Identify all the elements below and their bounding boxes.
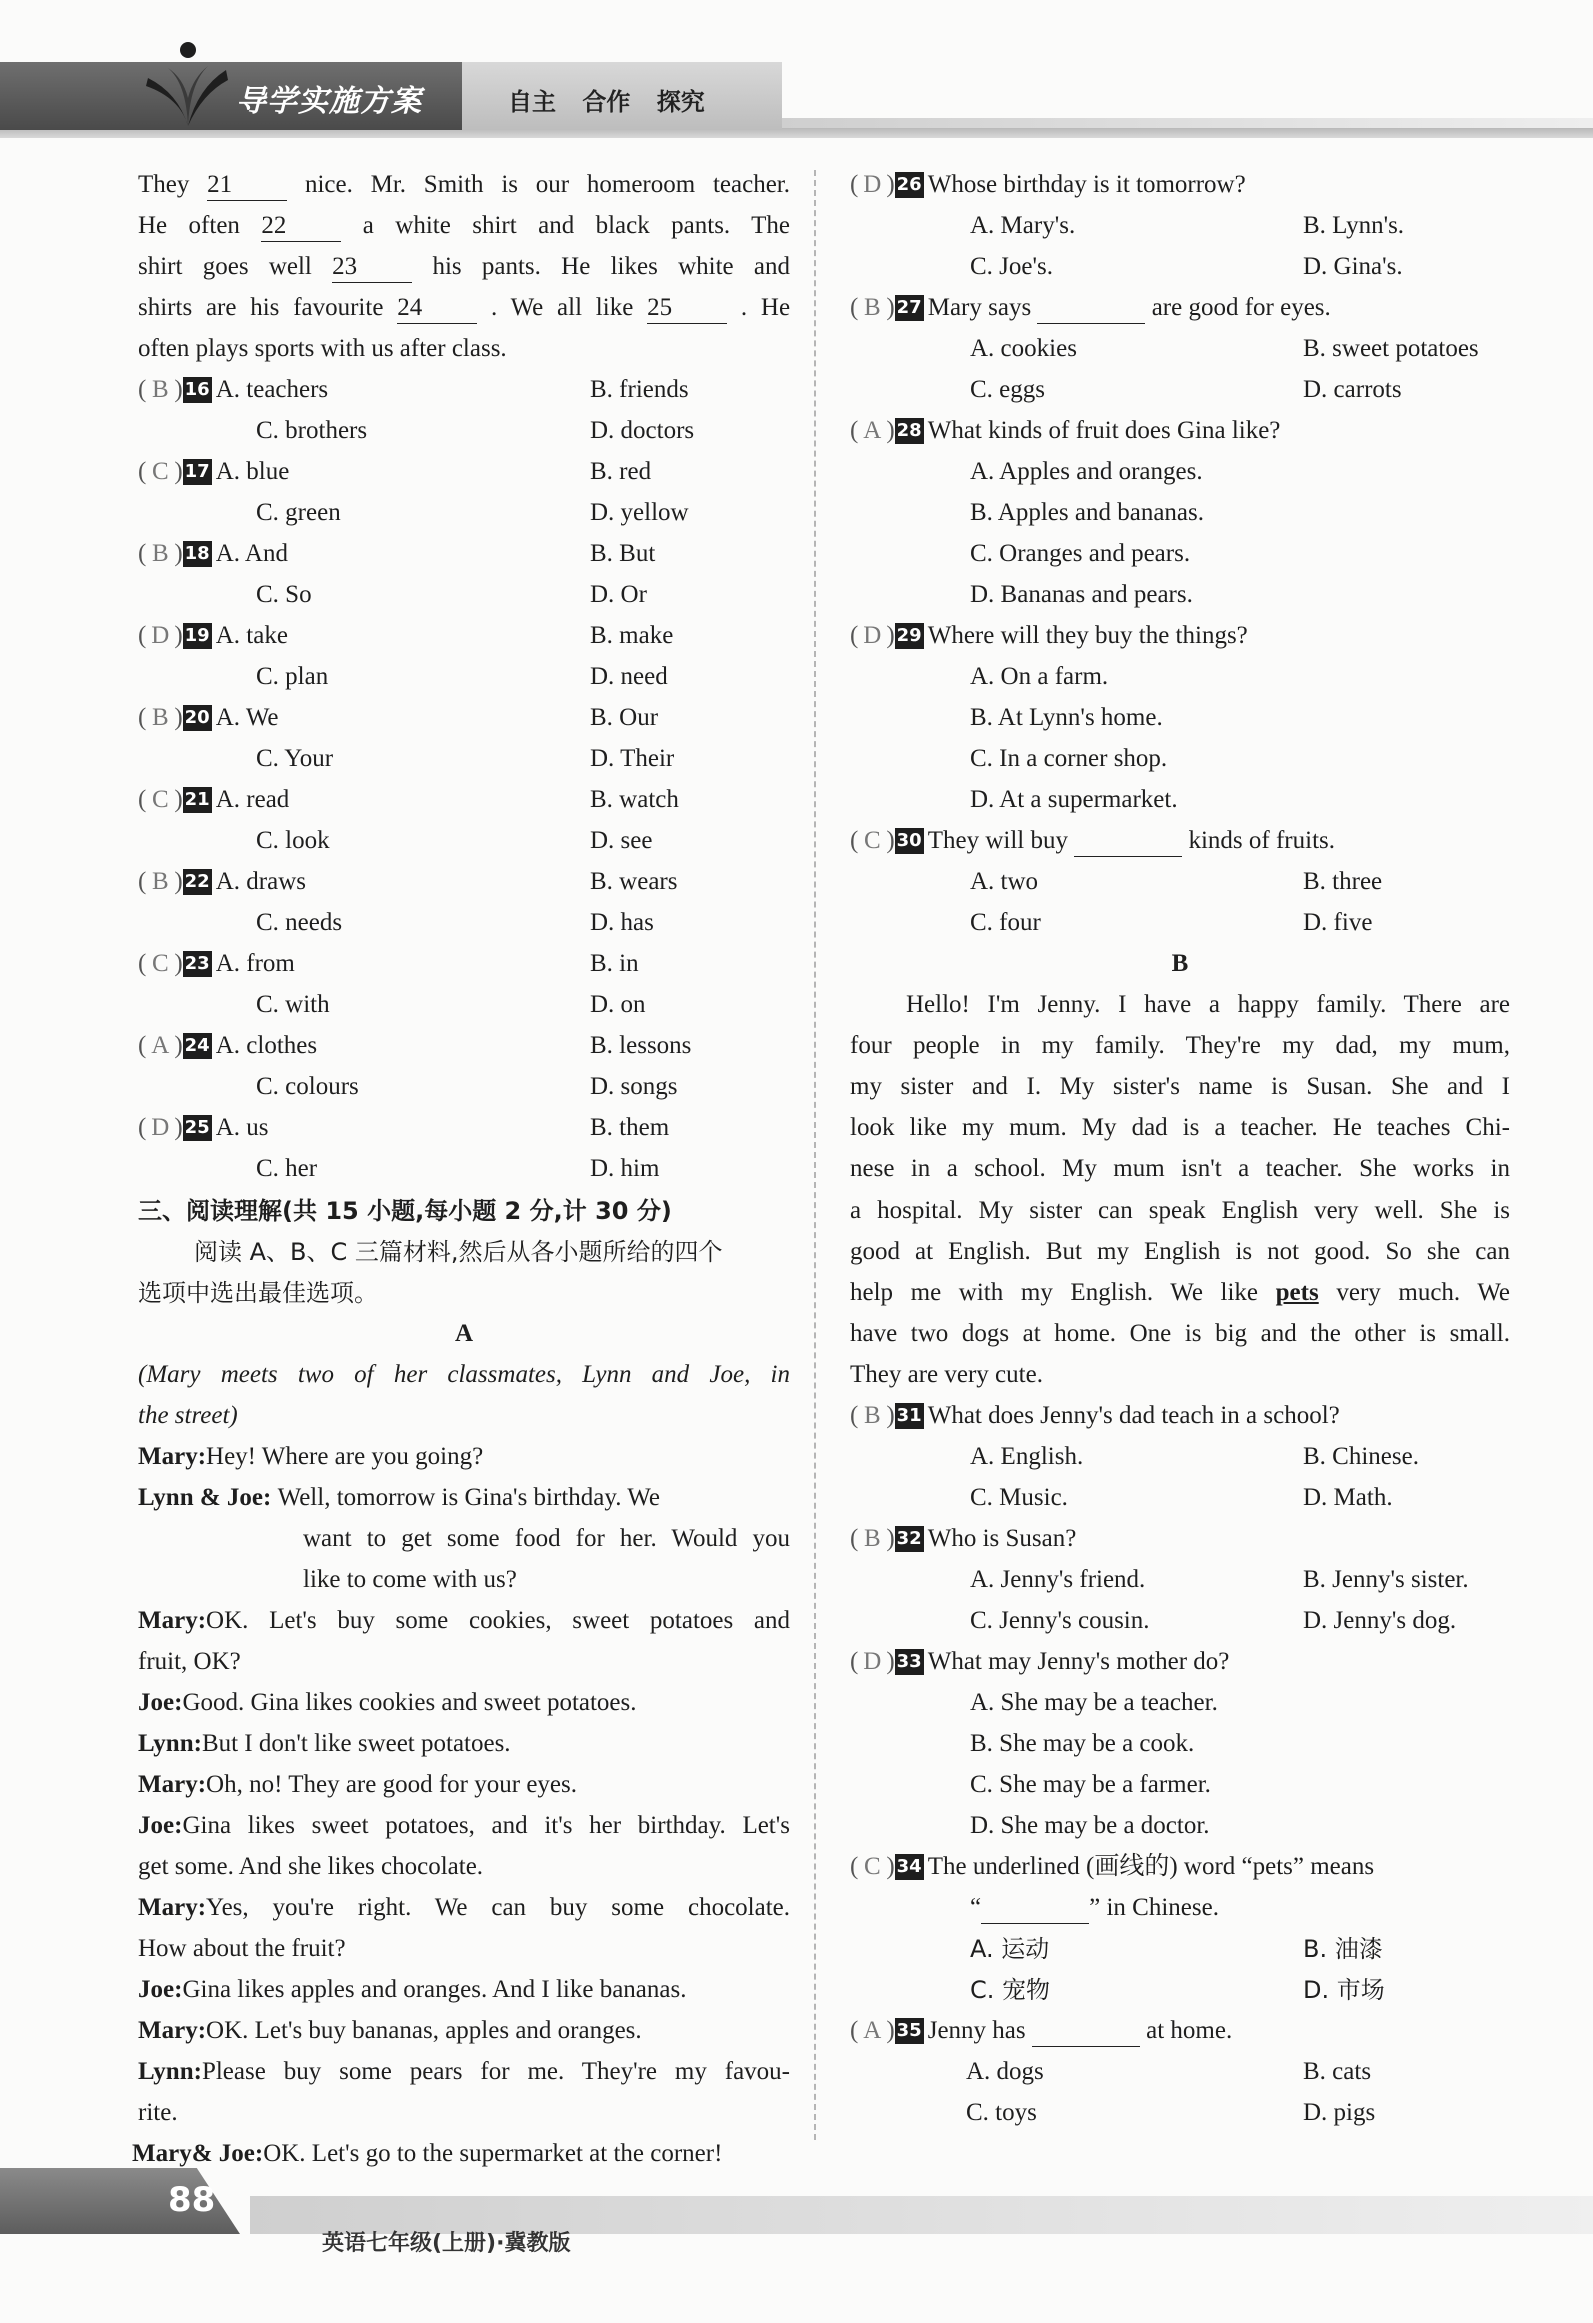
question-stem: What kinds of fruit does Gina like? <box>927 417 1281 444</box>
option: B. At Lynn's home. <box>970 704 1163 731</box>
speaker: Mary <box>138 1607 198 1634</box>
stage-direction: (Mary meets two of her classmates, Lynn and Joe, in <box>138 1361 790 1388</box>
speaker: Lynn <box>138 1730 194 1757</box>
option: C. toys <box>966 2099 1037 2126</box>
option: B. in <box>590 950 639 977</box>
cloze-question: ( C ) 23 A. from <box>138 950 295 977</box>
cloze-question: ( B ) 20 A. We <box>138 704 279 731</box>
answer: D <box>863 171 882 198</box>
option: B. watch <box>590 786 679 813</box>
option: B. Lynn's. <box>1303 212 1405 239</box>
cloze-question: ( B ) 18 A. And <box>138 540 288 567</box>
blank <box>981 1893 1089 1924</box>
question-number: 24 <box>183 1033 212 1059</box>
question-number: 30 <box>895 828 924 854</box>
passage-line: Hello! I'm Jenny. I have a happy family. There are <box>906 991 1510 1018</box>
option: C. Jenny's cousin. <box>970 1607 1150 1634</box>
answer: B <box>151 540 169 567</box>
question-number: 22 <box>183 869 212 895</box>
option: C. her <box>256 1155 318 1182</box>
option: D. has <box>590 909 654 936</box>
blank <box>1032 2016 1140 2047</box>
answer: B <box>863 1525 881 1552</box>
option: D. Bananas and pears. <box>970 581 1193 608</box>
passage-line: They 21 nice. Mr. Smith is our homeroom teacher. <box>138 170 790 201</box>
cloze-question: ( B ) 22 A. draws <box>138 868 306 895</box>
reading-question: ( D ) 26 Whose birthday is it tomorrow? <box>850 171 1246 198</box>
option: B. them <box>590 1114 670 1141</box>
option: A. English. <box>970 1443 1084 1470</box>
option: C. look <box>256 827 330 854</box>
option: D. doctors <box>590 417 695 444</box>
passage-line: shirts are his favourite 24 . We all like 25 . He <box>138 293 790 324</box>
option: B. Jenny's sister. <box>1303 1566 1469 1593</box>
answer: D <box>863 1648 882 1675</box>
reading-question: ( D ) 33 What may Jenny's mother do? <box>850 1648 1230 1675</box>
option: A. draws <box>215 868 306 895</box>
option: A. take <box>215 622 288 649</box>
question-number: 31 <box>895 1403 924 1429</box>
passage-label: A <box>454 1320 474 1347</box>
answer: B <box>863 294 881 321</box>
option: C. needs <box>256 909 343 936</box>
reading-question: ( A ) 28 What kinds of fruit does Gina like? <box>850 417 1281 444</box>
dialogue-line: Mary:Hey! Where are you going? <box>138 1443 484 1470</box>
option: D. pigs <box>1303 2099 1376 2126</box>
option: B. cats <box>1303 2058 1372 2085</box>
option: B. sweet potatoes <box>1303 335 1479 362</box>
reading-question: ( C ) 34 The underlined (画线的) word “pets” means <box>850 1853 1375 1880</box>
dialogue-line: Lynn & Joe: Well, tomorrow is Gina's birthday. We <box>138 1484 660 1511</box>
book-title: 英语七年级(上册)·冀教版 <box>322 2231 571 2256</box>
option: A. read <box>215 786 290 813</box>
option: C. eggs <box>970 376 1045 403</box>
option: C. She may be a farmer. <box>970 1771 1211 1798</box>
passage-line: a hospital. My sister can speak English very well. She is <box>850 1197 1510 1224</box>
question-stem: What may Jenny's mother do? <box>927 1648 1230 1675</box>
answer: B <box>151 868 169 895</box>
option: A. On a farm. <box>970 663 1109 690</box>
question-stem: Whose birthday is it tomorrow? <box>927 171 1246 198</box>
speaker: Mary <box>138 1443 198 1470</box>
option: C. Oranges and pears. <box>970 540 1191 567</box>
passage-line: look like my mum. My dad is a teacher. He teaches Chi- <box>850 1114 1510 1141</box>
option: C. plan <box>256 663 329 690</box>
option: C. Your <box>256 745 334 772</box>
dialogue-line: Mary& Joe:OK. Let's go to the supermarket at the corner! <box>132 2140 723 2167</box>
speaker: Joe <box>138 1812 175 1839</box>
blank: 23 <box>332 252 412 283</box>
option: B. three <box>1303 868 1383 895</box>
option: C. So <box>256 581 312 608</box>
passage-line: my sister and I. My sister's name is Susan. She and I <box>850 1073 1510 1100</box>
option: B. Our <box>590 704 659 731</box>
instructions: 选项中选出最佳选项。 <box>138 1279 378 1307</box>
answer: B <box>151 376 169 403</box>
speaker: Lynn & Joe <box>138 1484 264 1511</box>
speaker: Mary& Joe <box>132 2140 255 2167</box>
blank: 25 <box>647 293 727 324</box>
dialogue-line: Mary:OK. Let's buy bananas, apples and oranges. <box>138 2017 642 2044</box>
option: A. And <box>215 540 288 567</box>
option: D. 市场 <box>1303 1976 1385 2004</box>
option: B. She may be a cook. <box>970 1730 1195 1757</box>
question-number: 19 <box>183 623 212 649</box>
page-number: 88 <box>168 2180 216 2220</box>
dialogue-line: Mary:Oh, no! They are good for your eyes. <box>138 1771 577 1798</box>
option: C. In a corner shop. <box>970 745 1168 772</box>
blank: 22 <box>261 211 341 242</box>
cloze-question: ( D ) 19 A. take <box>138 622 288 649</box>
option: D. on <box>590 991 646 1018</box>
option: D. Or <box>590 581 647 608</box>
passage-line: nese in a school. My mum isn't a teacher. She works in <box>850 1155 1510 1182</box>
option: B. Chinese. <box>1303 1443 1419 1470</box>
question-stem: Who is Susan? <box>927 1525 1077 1552</box>
option: D. Gina's. <box>1303 253 1403 280</box>
header-fade <box>782 118 1593 128</box>
answer: A <box>151 1032 170 1059</box>
dialogue-line: Mary:Yes, you're right. We can buy some chocolate. <box>138 1894 790 1921</box>
option: A. dogs <box>966 2058 1044 2085</box>
cloze-question: ( B ) 16 A. teachers <box>138 376 329 403</box>
option: B. make <box>590 622 674 649</box>
header-subtitle: 自主 合作 探究 <box>508 88 705 116</box>
question-stem-cont: “ ” in Chinese. <box>970 1893 1219 1924</box>
blank <box>1074 826 1182 857</box>
question-stem: Where will they buy the things? <box>927 622 1248 649</box>
question-number: 35 <box>895 2018 924 2044</box>
reading-question: ( A ) 35 Jenny has at home. <box>850 2016 1232 2047</box>
cloze-question: ( A ) 24 A. clothes <box>138 1032 318 1059</box>
option: C. with <box>256 991 330 1018</box>
option: D. Jenny's dog. <box>1303 1607 1457 1634</box>
speaker: Mary <box>138 1894 198 1921</box>
logo-icon <box>138 38 228 128</box>
reading-question: ( D ) 29 Where will they buy the things? <box>850 622 1248 649</box>
question-stem: The underlined (画线的) word “pets” means <box>927 1853 1375 1880</box>
dialogue-line: Joe:Gina likes sweet potatoes, and it's her birthday. Let's <box>138 1812 790 1839</box>
question-number: 34 <box>895 1854 924 1880</box>
passage-line: good at English. But my English is not good. So she can <box>850 1238 1510 1265</box>
blank: 24 <box>397 293 477 324</box>
passage-line: shirt goes well 23 his pants. He likes white and <box>138 252 790 283</box>
reading-question: ( B ) 27 Mary says are good for eyes. <box>850 293 1331 324</box>
answer: C <box>863 827 881 854</box>
dialogue-line: like to come with us? <box>303 1566 517 1593</box>
answer: D <box>863 622 882 649</box>
passage-line: He often 22 a white shirt and black pants. The <box>138 211 790 242</box>
section-heading: 三、阅读理解(共 15 小题,每小题 2 分,计 30 分) <box>138 1197 672 1225</box>
option: B. But <box>590 540 656 567</box>
option: D. Their <box>590 745 675 772</box>
option: A. two <box>970 868 1039 895</box>
cloze-question: ( C ) 17 A. blue <box>138 458 290 485</box>
option: C. 宠物 <box>970 1976 1051 2004</box>
option: B. red <box>590 458 652 485</box>
option: B. wears <box>590 868 678 895</box>
option: A. from <box>215 950 295 977</box>
option: A. She may be a teacher. <box>970 1689 1218 1716</box>
reading-question: ( C ) 30 They will buy kinds of fruits. <box>850 826 1335 857</box>
speaker: Mary <box>138 1771 198 1798</box>
speaker: Joe <box>138 1689 175 1716</box>
dialogue-line: fruit, OK? <box>138 1648 241 1675</box>
passage-line: four people in my family. They're my dad, my mum, <box>850 1032 1510 1059</box>
option: D. five <box>1303 909 1373 936</box>
speaker: Mary <box>138 2017 198 2044</box>
passage-label: B <box>1171 950 1189 977</box>
dialogue-line: get some. And she likes chocolate. <box>138 1853 484 1880</box>
reading-question: ( B ) 31 What does Jenny's dad teach in a school? <box>850 1402 1340 1429</box>
option: B. 油漆 <box>1303 1935 1383 1963</box>
option: D. need <box>590 663 668 690</box>
option: A. cookies <box>970 335 1077 362</box>
option: B. Apples and bananas. <box>970 499 1204 526</box>
question-number: 20 <box>183 705 212 731</box>
option: D. see <box>590 827 653 854</box>
speaker: Joe <box>138 1976 175 2003</box>
question-number: 25 <box>183 1115 212 1141</box>
option: D. yellow <box>590 499 689 526</box>
dialogue-line: Joe:Good. Gina likes cookies and sweet potatoes. <box>138 1689 637 1716</box>
question-number: 21 <box>183 787 212 813</box>
question-number: 27 <box>895 295 924 321</box>
option: A. Mary's. <box>970 212 1076 239</box>
dialogue-line: want to get some food for her. Would you <box>303 1525 790 1552</box>
option: A. blue <box>215 458 290 485</box>
question-stem: What does Jenny's dad teach in a school? <box>927 1402 1340 1429</box>
option: A. We <box>215 704 279 731</box>
question-number: 28 <box>895 418 924 444</box>
option: D. At a supermarket. <box>970 786 1178 813</box>
option: D. him <box>590 1155 660 1182</box>
passage-line: often plays sports with us after class. <box>138 335 507 362</box>
question-number: 26 <box>895 172 924 198</box>
cloze-question: ( D ) 25 A. us <box>138 1114 269 1141</box>
option: C. Music. <box>970 1484 1068 1511</box>
question-number: 32 <box>895 1526 924 1552</box>
cloze-question: ( C ) 21 A. read <box>138 786 290 813</box>
option: C. green <box>256 499 341 526</box>
stage-direction: the street) <box>138 1402 238 1429</box>
answer: C <box>151 786 169 813</box>
option: A. Jenny's friend. <box>970 1566 1146 1593</box>
answer: D <box>151 1114 170 1141</box>
reading-question: ( B ) 32 Who is Susan? <box>850 1525 1077 1552</box>
answer: A <box>863 2017 882 2044</box>
blank: 21 <box>207 170 287 201</box>
answer: B <box>151 704 169 731</box>
option: A. us <box>215 1114 269 1141</box>
option: C. Joe's. <box>970 253 1053 280</box>
blank <box>1037 293 1145 324</box>
answer: C <box>863 1853 881 1880</box>
answer: A <box>863 417 882 444</box>
option: A. clothes <box>215 1032 318 1059</box>
option: C. brothers <box>256 417 368 444</box>
option: D. Math. <box>1303 1484 1393 1511</box>
answer: C <box>151 458 169 485</box>
underlined-word: pets <box>1275 1279 1319 1306</box>
instructions: 阅读 A、B、C 三篇材料,然后从各小题所给的四个 <box>194 1238 723 1266</box>
question-number: 29 <box>895 623 924 649</box>
answer: B <box>863 1402 881 1429</box>
option: B. lessons <box>590 1032 692 1059</box>
speaker: Lynn <box>138 2058 194 2085</box>
passage-line: help me with my English. We like pets very much. We <box>850 1279 1511 1306</box>
passage-line: They are very cute. <box>850 1361 1043 1388</box>
question-number: 17 <box>183 459 212 485</box>
option: A. Apples and oranges. <box>970 458 1203 485</box>
option: D. songs <box>590 1073 678 1100</box>
column-divider <box>814 170 816 2140</box>
option: C. colours <box>256 1073 359 1100</box>
question-number: 33 <box>895 1649 924 1675</box>
dialogue-line: Mary:OK. Let's buy some cookies, sweet potatoes and <box>138 1607 790 1634</box>
dialogue-line: Lynn:But I don't like sweet potatoes. <box>138 1730 511 1757</box>
question-number: 23 <box>183 951 212 977</box>
question-number: 16 <box>183 377 212 403</box>
option: A. teachers <box>215 376 329 403</box>
question-number: 18 <box>183 541 212 567</box>
dialogue-line: How about the fruit? <box>138 1935 346 1962</box>
answer: C <box>151 950 169 977</box>
option: A. 运动 <box>970 1935 1050 1963</box>
option: D. carrots <box>1303 376 1402 403</box>
header-title: 导学实施方案 <box>236 84 422 119</box>
dialogue-line: Joe:Gina likes apples and oranges. And I like bananas. <box>138 1976 687 2003</box>
passage-line: have two dogs at home. One is big and the other is small. <box>850 1320 1510 1347</box>
answer: D <box>151 622 170 649</box>
option: C. four <box>970 909 1041 936</box>
dialogue-line: rite. <box>138 2099 178 2126</box>
option: B. friends <box>590 376 689 403</box>
option: D. She may be a doctor. <box>970 1812 1210 1839</box>
dialogue-line: Lynn:Please buy some pears for me. They're my favou- <box>138 2058 790 2085</box>
